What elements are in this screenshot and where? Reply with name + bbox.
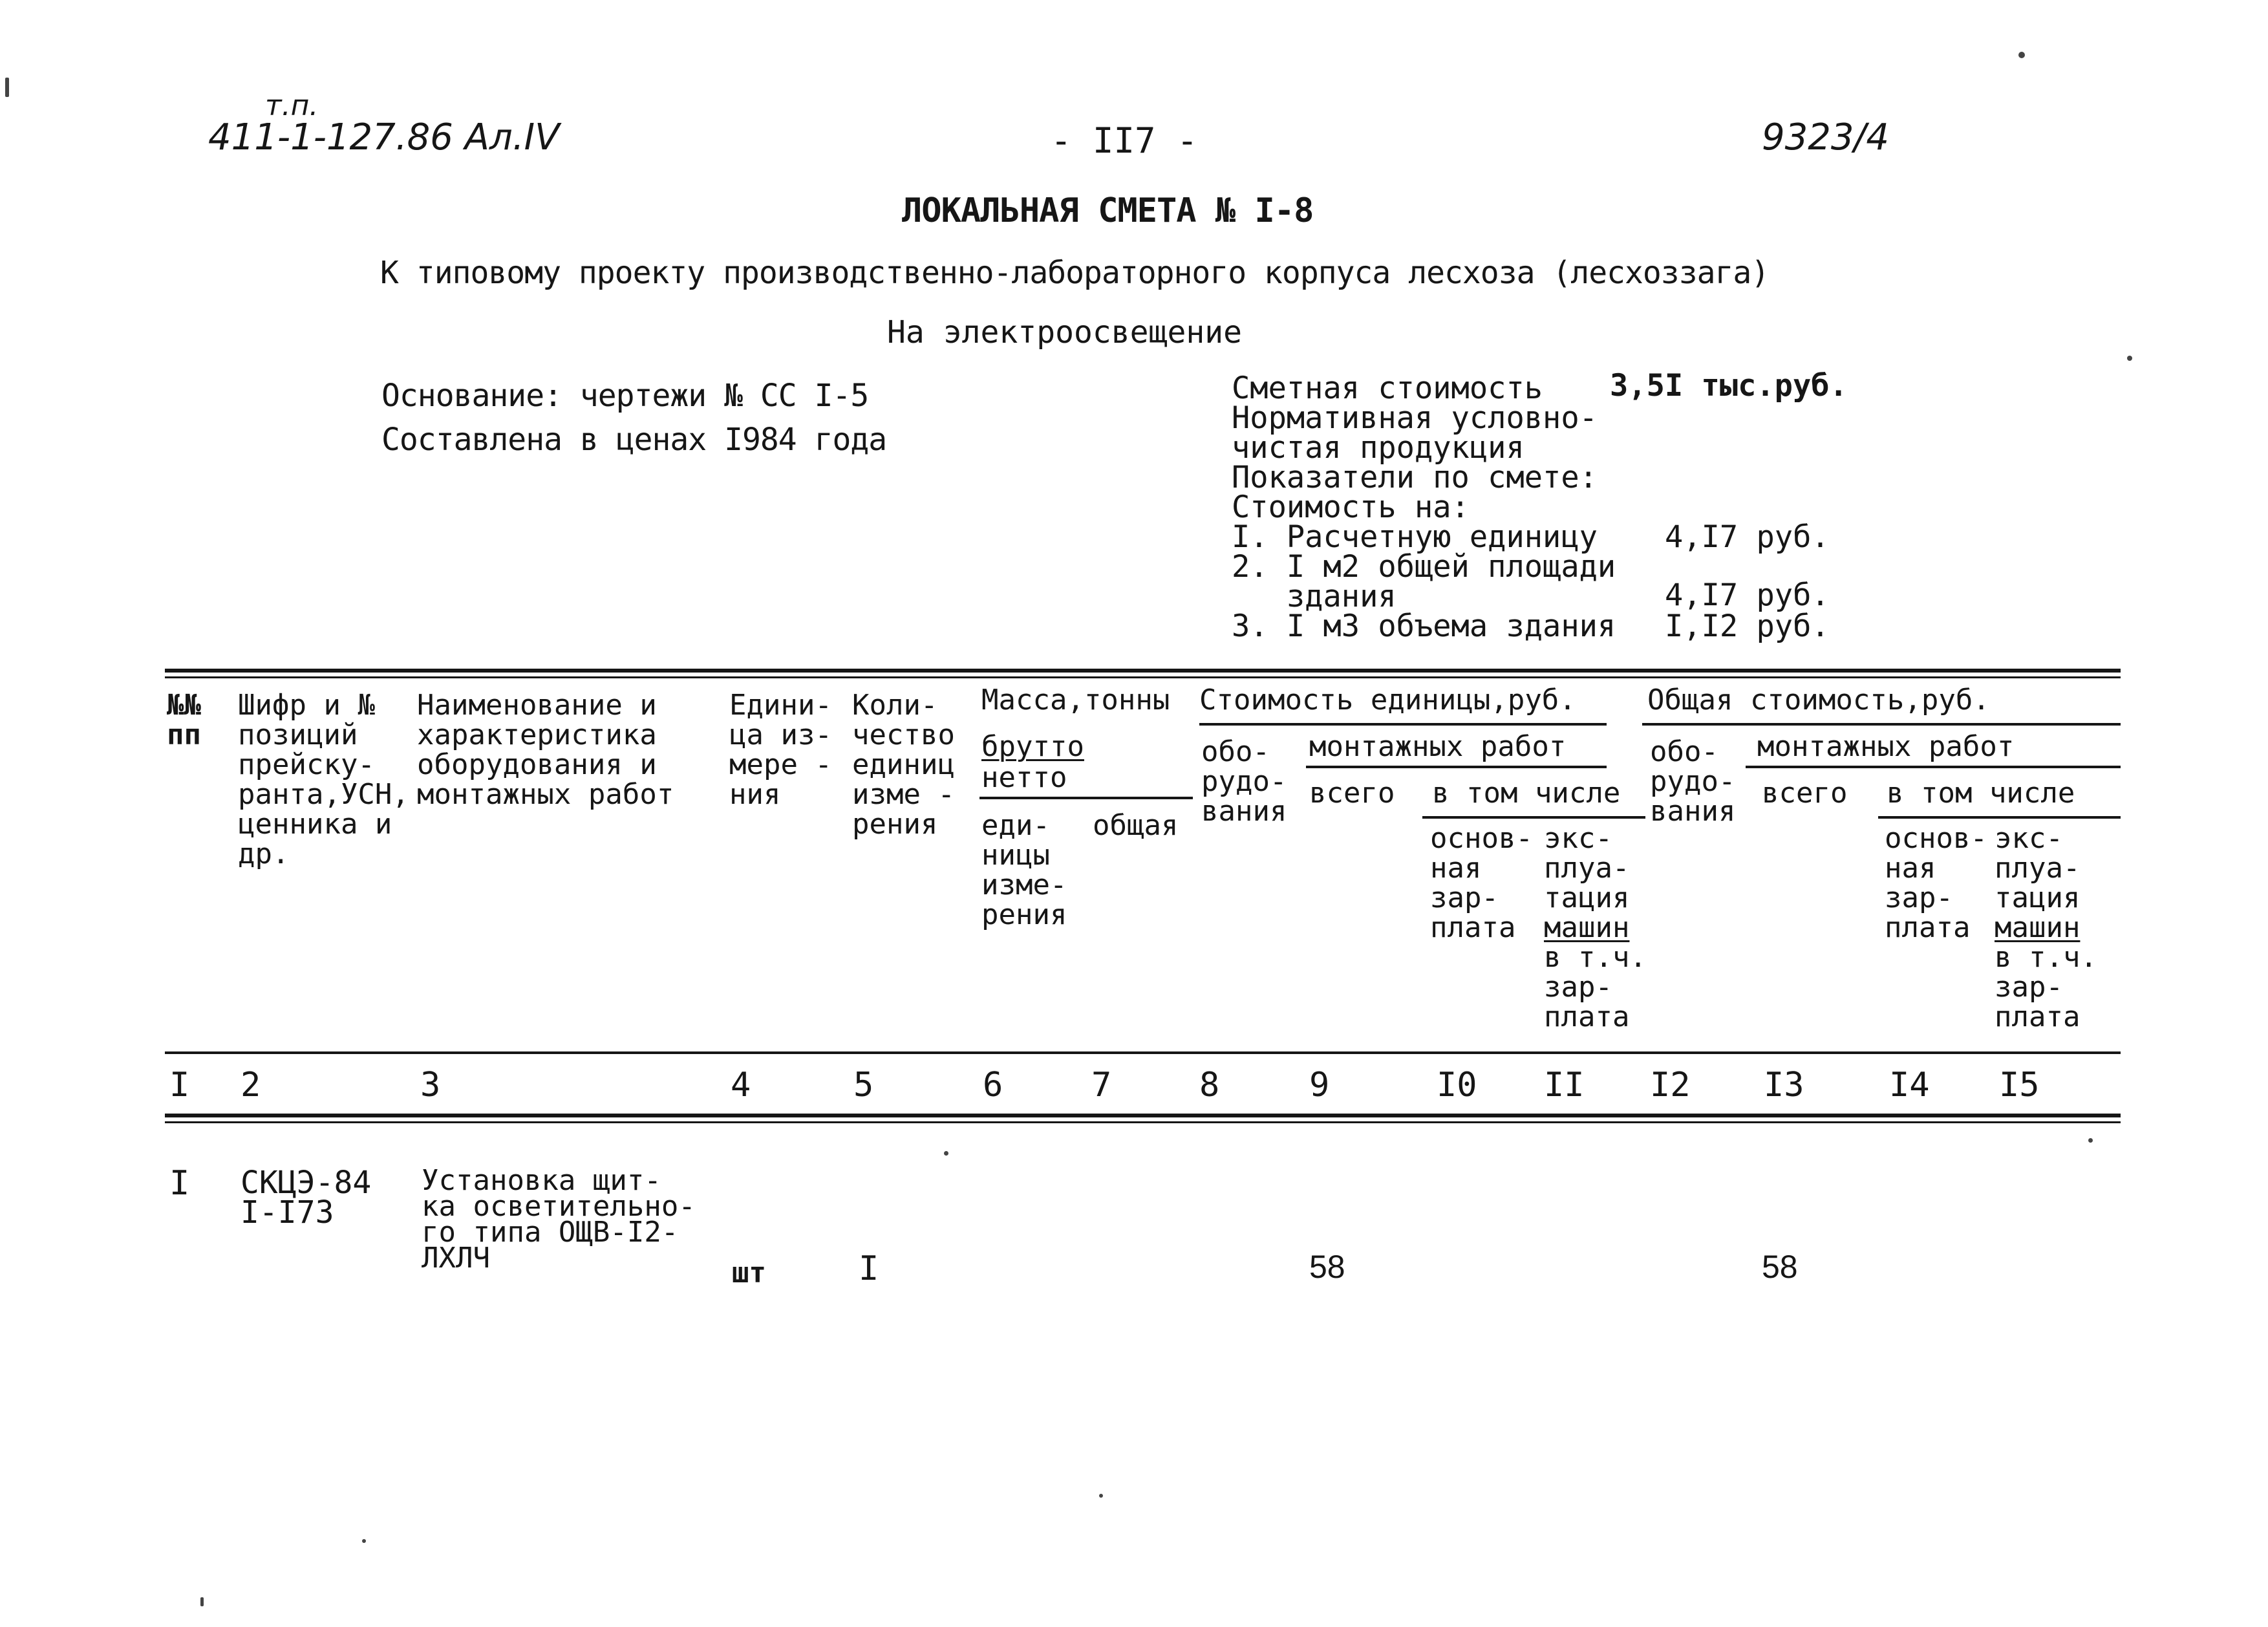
indicators-label: Показатели по смете: xyxy=(1232,460,1598,495)
header-brutto xyxy=(981,732,1084,762)
scan-speck xyxy=(944,1151,948,1156)
header-total-cost: Общая стоимость,руб. xyxy=(1647,684,1990,717)
row-num: I xyxy=(169,1164,190,1203)
scan-speck xyxy=(2088,1138,2093,1143)
estimate-heading: ЛОКАЛЬНАЯ СМЕТА № I-8 xyxy=(902,191,1314,230)
estimate-subtitle: К типовому проекту производственно-лабораторного корпуса лесхоза (лесхоззага) xyxy=(380,255,1770,291)
header-mass-total: общая xyxy=(1093,809,1179,842)
header-mass-unit: еди- ницы изме- рения xyxy=(981,809,1067,931)
header-total-incl: в том числе xyxy=(1887,777,2075,810)
unit-cost-subrule xyxy=(1199,723,1607,726)
estimated-cost-label: Сметная стоимость xyxy=(1232,371,1543,406)
col-number: I0 xyxy=(1437,1066,1477,1104)
col-number: 9 xyxy=(1309,1066,1330,1104)
row-install-all-unit: 58 xyxy=(1309,1249,1345,1285)
row-name: Установка щит- ка осветительно- го типа ОЩВ-I2- ЛХЛЧ xyxy=(422,1164,696,1275)
header-total-equipment: обо- рудо- вания xyxy=(1650,735,1736,828)
indicator-3-label: 3. I м3 объема здания xyxy=(1232,609,1616,644)
header-unit-equipment: обо- рудо- вания xyxy=(1201,735,1287,828)
header-mass: Масса,тонны xyxy=(981,684,1170,717)
scan-speck xyxy=(2018,52,2025,58)
unit-install-subrule xyxy=(1306,766,1607,768)
header-unit-cost: Стоимость единицы,руб. xyxy=(1199,684,1576,717)
header-unit-all: всего xyxy=(1309,777,1395,810)
header-unit-wage: основ- ная зар- плата xyxy=(1430,822,1533,944)
col-number: I5 xyxy=(1999,1066,2040,1104)
header-unit-machines-text: машин xyxy=(1544,911,1630,944)
header-unit: Едини- ца из- мере - ния xyxy=(729,689,832,811)
estimated-cost-value: 3,5I тыс.руб. xyxy=(1610,368,1848,404)
header-total-machines-text: машин xyxy=(1995,911,2081,944)
normative-label: Нормативная условно- чистая продукция xyxy=(1232,400,1598,466)
total-cost-subrule xyxy=(1642,723,2121,726)
col-number: 6 xyxy=(983,1066,1003,1104)
col-number: 5 xyxy=(853,1066,874,1104)
header-total-install: монтажных работ xyxy=(1757,730,2015,763)
col-number: II xyxy=(1544,1066,1585,1104)
col-number: 7 xyxy=(1091,1066,1112,1104)
row-unit: шт xyxy=(732,1256,766,1289)
column-numbers-rule xyxy=(165,1114,2121,1117)
row-code: СКЦЭ-84 I-I73 xyxy=(241,1165,372,1231)
header-qty: Коли- чество единиц изме - рения xyxy=(852,689,955,841)
row-install-all-total: 58 xyxy=(1762,1249,1798,1285)
table-top-rule-2 xyxy=(165,676,2121,678)
indicator-1-label: I. Расчетную единицу xyxy=(1232,519,1598,555)
col-number: 2 xyxy=(241,1066,261,1104)
scan-speck xyxy=(1099,1494,1103,1498)
header-name: Наименование и характеристика оборудования и монтажных работ xyxy=(417,689,674,811)
column-numbers-rule-2 xyxy=(165,1121,2121,1123)
header-brutto-text: брутто xyxy=(981,730,1084,763)
header-total-expl: экс- плуа- тация xyxy=(1995,822,2081,914)
page-number: - II7 - xyxy=(1051,120,1198,161)
col-number: 8 xyxy=(1199,1066,1220,1104)
header-total-machines xyxy=(1995,913,2080,943)
header-num: №№ пп xyxy=(167,689,201,751)
header-unit-machines xyxy=(1544,913,1629,943)
scan-speck xyxy=(200,1597,204,1606)
col-number: 4 xyxy=(731,1066,751,1104)
col-number: 3 xyxy=(420,1066,441,1104)
cost-per-label: Стоимость на: xyxy=(1232,490,1470,525)
col-number: I xyxy=(169,1066,190,1104)
header-code: Шифр и № позиций прейску- ранта,УСН, ценника и др. xyxy=(238,689,409,870)
header-bottom-rule xyxy=(165,1051,2121,1054)
header-netto: нетто xyxy=(981,761,1067,794)
indicator-2-label: 2. I м2 общей площади здания xyxy=(1232,549,1616,614)
col-number: I4 xyxy=(1889,1066,1930,1104)
archive-number: 9323/4 xyxy=(1762,116,1890,158)
header-total-all: всего xyxy=(1762,777,1848,810)
tp-label: т.п. xyxy=(265,89,319,122)
row-qty: I xyxy=(859,1249,879,1288)
indicator-1-value: 4,I7 руб. xyxy=(1665,519,1830,555)
header-total-incl-wage: в т.ч. зар- плата xyxy=(1995,941,2097,1033)
header-unit-incl: в том числе xyxy=(1432,777,1621,810)
basis-prices: Составлена в ценах I984 года xyxy=(381,422,887,458)
header-unit-install: монтажных работ xyxy=(1309,730,1567,763)
header-unit-incl-wage: в т.ч. зар- плата xyxy=(1544,941,1647,1033)
estimate-purpose: На электроосвещение xyxy=(887,314,1243,350)
col-number: I3 xyxy=(1764,1066,1804,1104)
indicator-2-value: 4,I7 руб. xyxy=(1665,577,1830,613)
project-code: 411-1-127.86 Ал.IV xyxy=(208,116,560,158)
unit-incl-subrule xyxy=(1422,816,1645,819)
scan-speck xyxy=(5,78,9,97)
total-install-subrule xyxy=(1746,766,2121,768)
scan-speck xyxy=(362,1539,366,1543)
col-number: I2 xyxy=(1650,1066,1691,1104)
header-total-wage: основ- ная зар- плата xyxy=(1885,822,1987,944)
indicator-3-value: I,I2 руб. xyxy=(1665,609,1830,644)
scan-speck xyxy=(2127,356,2132,361)
mass-subrule xyxy=(979,797,1193,799)
total-incl-subrule xyxy=(1878,816,2121,819)
table-top-rule xyxy=(165,669,2121,673)
header-unit-expl: экс- плуа- тация xyxy=(1544,822,1630,914)
basis-drawings: Основание: чертежи № СС I-5 xyxy=(381,378,869,414)
